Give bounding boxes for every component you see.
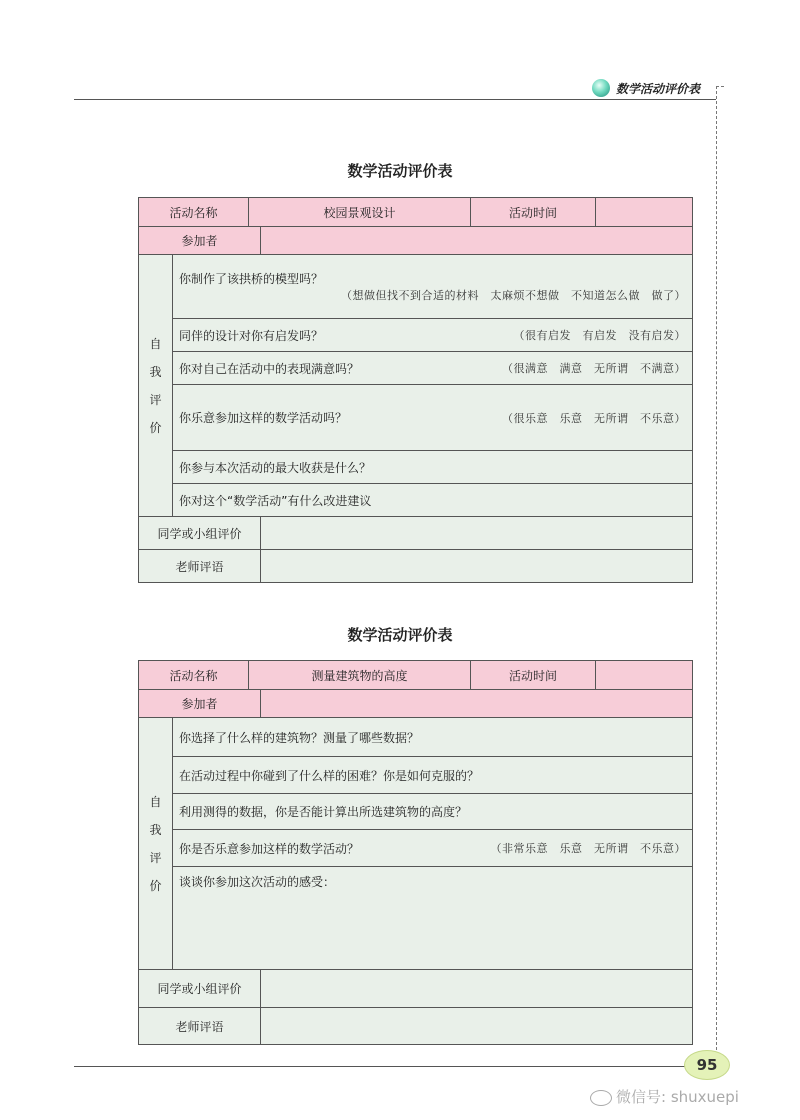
activity-time-label: 活动时间 bbox=[471, 198, 596, 227]
teacher-comment-value[interactable] bbox=[261, 1008, 693, 1045]
participants-value[interactable] bbox=[261, 690, 693, 718]
question-options: （非常乐意 乐意 无所谓 不乐意） bbox=[490, 842, 687, 855]
wechat-icon bbox=[590, 1090, 612, 1106]
question-options: （很满意 满意 无所谓 不满意） bbox=[502, 362, 687, 375]
question-text: 你制作了该拱桥的模型吗？ bbox=[179, 272, 324, 286]
question-row[interactable] bbox=[173, 385, 693, 451]
footer-rule bbox=[74, 1066, 688, 1067]
question-text: 你乐意参加这样的数学活动吗？ bbox=[179, 411, 348, 425]
question-options: （很乐意 乐意 无所谓 不乐意） bbox=[502, 411, 687, 425]
question-row[interactable] bbox=[173, 830, 693, 867]
question-text: 利用测得的数据，你是否能计算出所选建筑物的高度？ bbox=[179, 805, 468, 819]
participants-label: 参加者 bbox=[139, 690, 261, 718]
teacher-comment-value[interactable] bbox=[261, 550, 693, 583]
table-1-title: 数学活动评价表 bbox=[347, 162, 453, 180]
question-row[interactable] bbox=[173, 718, 693, 757]
evaluation-table-2 bbox=[138, 660, 693, 1045]
question-options: （很有启发 有启发 没有启发） bbox=[513, 329, 687, 342]
teacher-comment-label: 老师评语 bbox=[139, 550, 261, 583]
activity-time-value[interactable] bbox=[596, 198, 693, 227]
question-text: 你对自己在活动中的表现满意吗？ bbox=[179, 361, 360, 376]
peer-eval-value[interactable] bbox=[261, 970, 693, 1008]
section-bullet-icon bbox=[592, 79, 610, 97]
question-row[interactable] bbox=[173, 794, 693, 830]
participants-label: 参加者 bbox=[139, 227, 261, 255]
page-number: 95 bbox=[684, 1050, 730, 1080]
header-rule bbox=[74, 99, 716, 100]
running-header-title: 数学活动评价表 bbox=[616, 82, 701, 96]
activity-time-value[interactable] bbox=[596, 661, 693, 690]
evaluation-table-1 bbox=[138, 197, 693, 583]
watermark bbox=[590, 1086, 739, 1107]
question-text: 你参与本次活动的最大收获是什么？ bbox=[179, 460, 372, 475]
question-text: 同伴的设计对你有启发吗？ bbox=[179, 328, 324, 343]
activity-name-value[interactable]: 测量建筑物的高度 bbox=[249, 661, 471, 690]
activity-name-label: 活动名称 bbox=[139, 198, 249, 227]
watermark-text: 微信号: shuxuepi bbox=[616, 1088, 739, 1106]
margin-dashed-line bbox=[716, 86, 717, 1050]
activity-name-label: 活动名称 bbox=[139, 661, 249, 690]
peer-eval-label: 同学或小组评价 bbox=[139, 517, 261, 550]
table-2-title: 数学活动评价表 bbox=[347, 626, 453, 644]
peer-eval-label: 同学或小组评价 bbox=[139, 970, 261, 1008]
teacher-comment-label: 老师评语 bbox=[139, 1008, 261, 1045]
question-row[interactable] bbox=[173, 255, 693, 319]
question-text: 你对这个“数学活动”有什么改进建议 bbox=[179, 493, 372, 508]
activity-name-value[interactable]: 校园景观设计 bbox=[249, 198, 471, 227]
activity-time-label: 活动时间 bbox=[471, 661, 596, 690]
question-row[interactable] bbox=[173, 484, 693, 517]
question-row[interactable] bbox=[173, 867, 693, 970]
question-options: （想做但找不到合适的材料 太麻烦不想做 不知道怎么做 做了） bbox=[341, 289, 687, 302]
question-row[interactable] bbox=[173, 451, 693, 484]
self-eval-label: 自 我 评 价 bbox=[139, 718, 173, 970]
question-text: 谈谈你参加这次活动的感受： bbox=[179, 875, 336, 889]
question-text: 你是否乐意参加这样的数学活动？ bbox=[179, 841, 360, 856]
question-text: 你选择了什么样的建筑物？测量了哪些数据？ bbox=[179, 730, 420, 745]
margin-dashed-line-top bbox=[716, 86, 724, 87]
question-text: 在活动过程中你碰到了什么样的困难？你是如何克服的？ bbox=[179, 768, 480, 783]
self-eval-label: 自 我 评 价 bbox=[139, 255, 173, 517]
question-row[interactable] bbox=[173, 352, 693, 385]
question-row[interactable] bbox=[173, 319, 693, 352]
peer-eval-value[interactable] bbox=[261, 517, 693, 550]
participants-value[interactable] bbox=[261, 227, 693, 255]
question-row[interactable] bbox=[173, 757, 693, 794]
